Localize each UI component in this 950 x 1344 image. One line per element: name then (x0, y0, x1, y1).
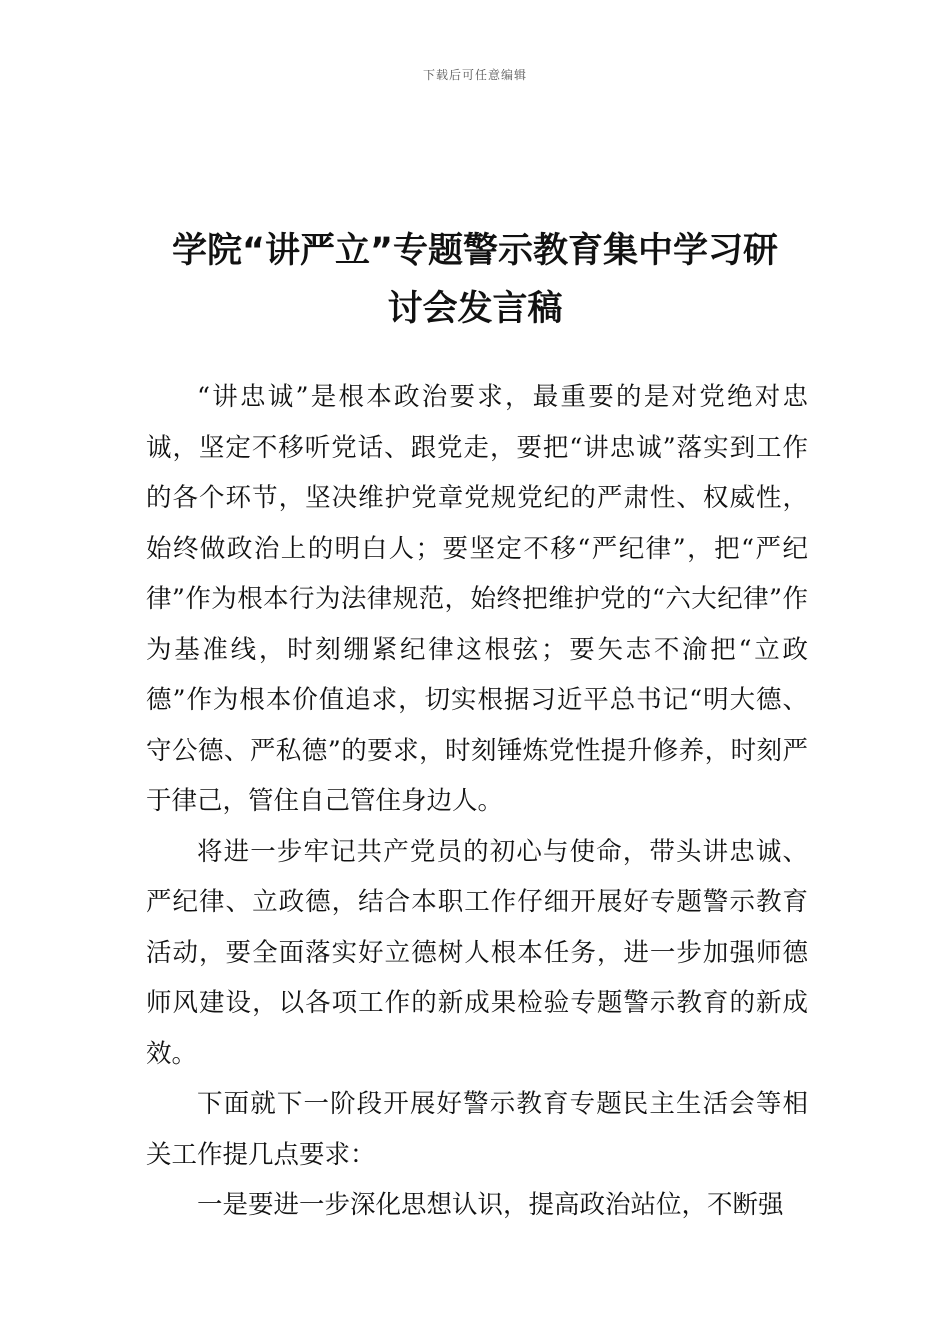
paragraph-3: 下面就下一阶段开展好警示教育专题民主生活会等相关工作提几点要求： (146, 1089, 808, 1170)
paragraph-2: 将进一步牢记共产党员的初心与使命，带头讲忠诚、严纪律、立政德，结合本职工作仔细开展好专题警示教育活动，要全面落实好立德树人根本任务，进一步加强师德师风建设，以各项工作的新成果检验专题警示教育的新成效。 (146, 836, 808, 1069)
document-title (150, 222, 800, 338)
title-line-1: 学院“讲严立”专题警示教育集中学习研 (171, 231, 778, 271)
paragraph-1: “讲忠诚”是根本政治要求，最重要的是对党绝对忠诚，坚定不移听党话、跟党走，要把“讲忠诚”落实到工作的各个环节，坚决维护党章党规党纪的严肃性、权威性，始终做政治上的明白人；要坚定不移“严纪律”，把“严纪律”作为根本行为法律规范，始终把维护党的“六大纪律”作为基准线，时刻绷紧纪律这根弦；要矢志不渝把“立政德”作为根本价值追求，切实根据习近平总书记“明大德、守公德、严私德”的要求，时刻锤炼党性提升修养，时刻严于律己，管住自己管住身边人。 (146, 382, 808, 816)
header-note: 下载后可任意编辑 (422, 68, 527, 82)
document-body (146, 372, 808, 1231)
paragraph-4: 一是要进一步深化思想认识，提高政治站位，不断强 (197, 1190, 784, 1220)
title-line-2: 讨会发言稿 (387, 289, 563, 329)
